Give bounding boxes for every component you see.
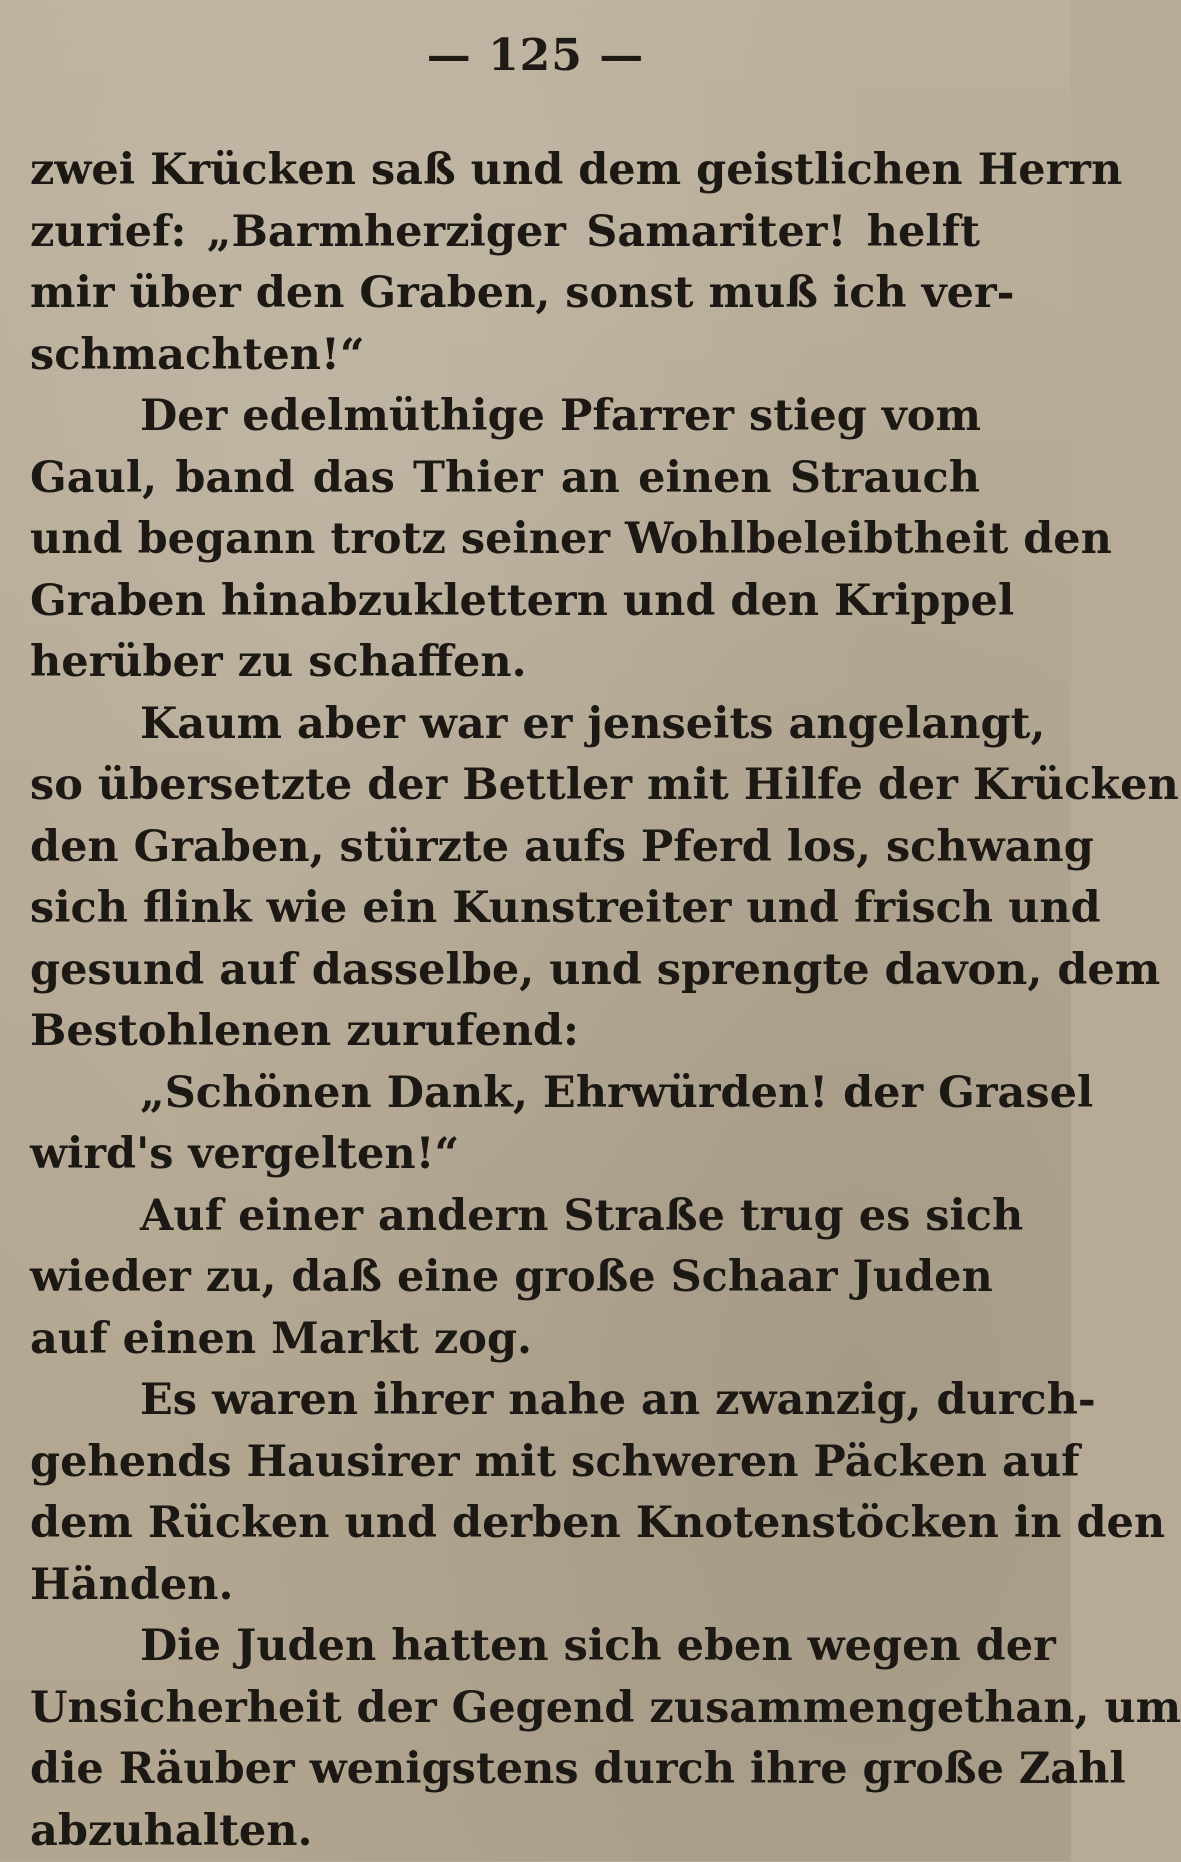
text-line: „Schönen Dank, Ehrwürden! der Grasel [30,1063,980,1125]
text-line: schmachten!“ [30,325,980,387]
text-line: Unsicherheit der Gegend zusammengethan, um [30,1678,980,1740]
text-line: abzuhalten. [30,1801,980,1862]
text-line: Die Juden hatten sich eben wegen der [30,1616,980,1678]
text-line: gehends Hausirer mit schweren Päcken auf [30,1432,980,1494]
text-line: Graben hinabzuklettern und den Krippel [30,571,980,633]
text-line: Der edelmüthige Pfarrer stieg vom [30,386,980,448]
text-line: die Räuber wenigstens durch ihre große Zahl [30,1739,980,1801]
text-line: Gaul, band das Thier an einen Strauch [30,448,980,510]
text-line: den Graben, stürzte aufs Pferd los, schwang [30,817,980,879]
text-line: Auf einer andern Straße trug es sich [30,1186,980,1248]
text-line: herüber zu schaffen. [30,632,980,694]
text-line: dem Rücken und derben Knotenstöcken in den [30,1493,980,1555]
text-line: wird's vergelten!“ [30,1124,980,1186]
text-line: Kaum aber war er jenseits angelangt, [30,694,980,756]
text-line: Bestohlenen zurufend: [30,1001,980,1063]
text-line: und begann trotz seiner Wohlbeleibtheit den [30,509,980,571]
text-line: gesund auf dasselbe, und sprengte davon, dem [30,940,980,1002]
text-line: wieder zu, daß eine große Schaar Juden [30,1247,980,1309]
text-line: zurief: „Barmherziger Samariter! helft [30,202,980,264]
text-line: sich flink wie ein Kunstreiter und frisch und [30,878,980,940]
text-line: so übersetzte der Bettler mit Hilfe der Krücken [30,755,980,817]
text-line: Es waren ihrer nahe an zwanzig, durch- [30,1370,980,1432]
text-line: Händen. [30,1555,980,1617]
page-number: — 125 — [0,30,1071,81]
body-text [30,140,980,1862]
text-line: zwei Krücken saß und dem geistlichen Herrn [30,140,980,202]
text-line: auf einen Markt zog. [30,1309,980,1371]
text-line: mir über den Graben, sonst muß ich ver- [30,263,980,325]
